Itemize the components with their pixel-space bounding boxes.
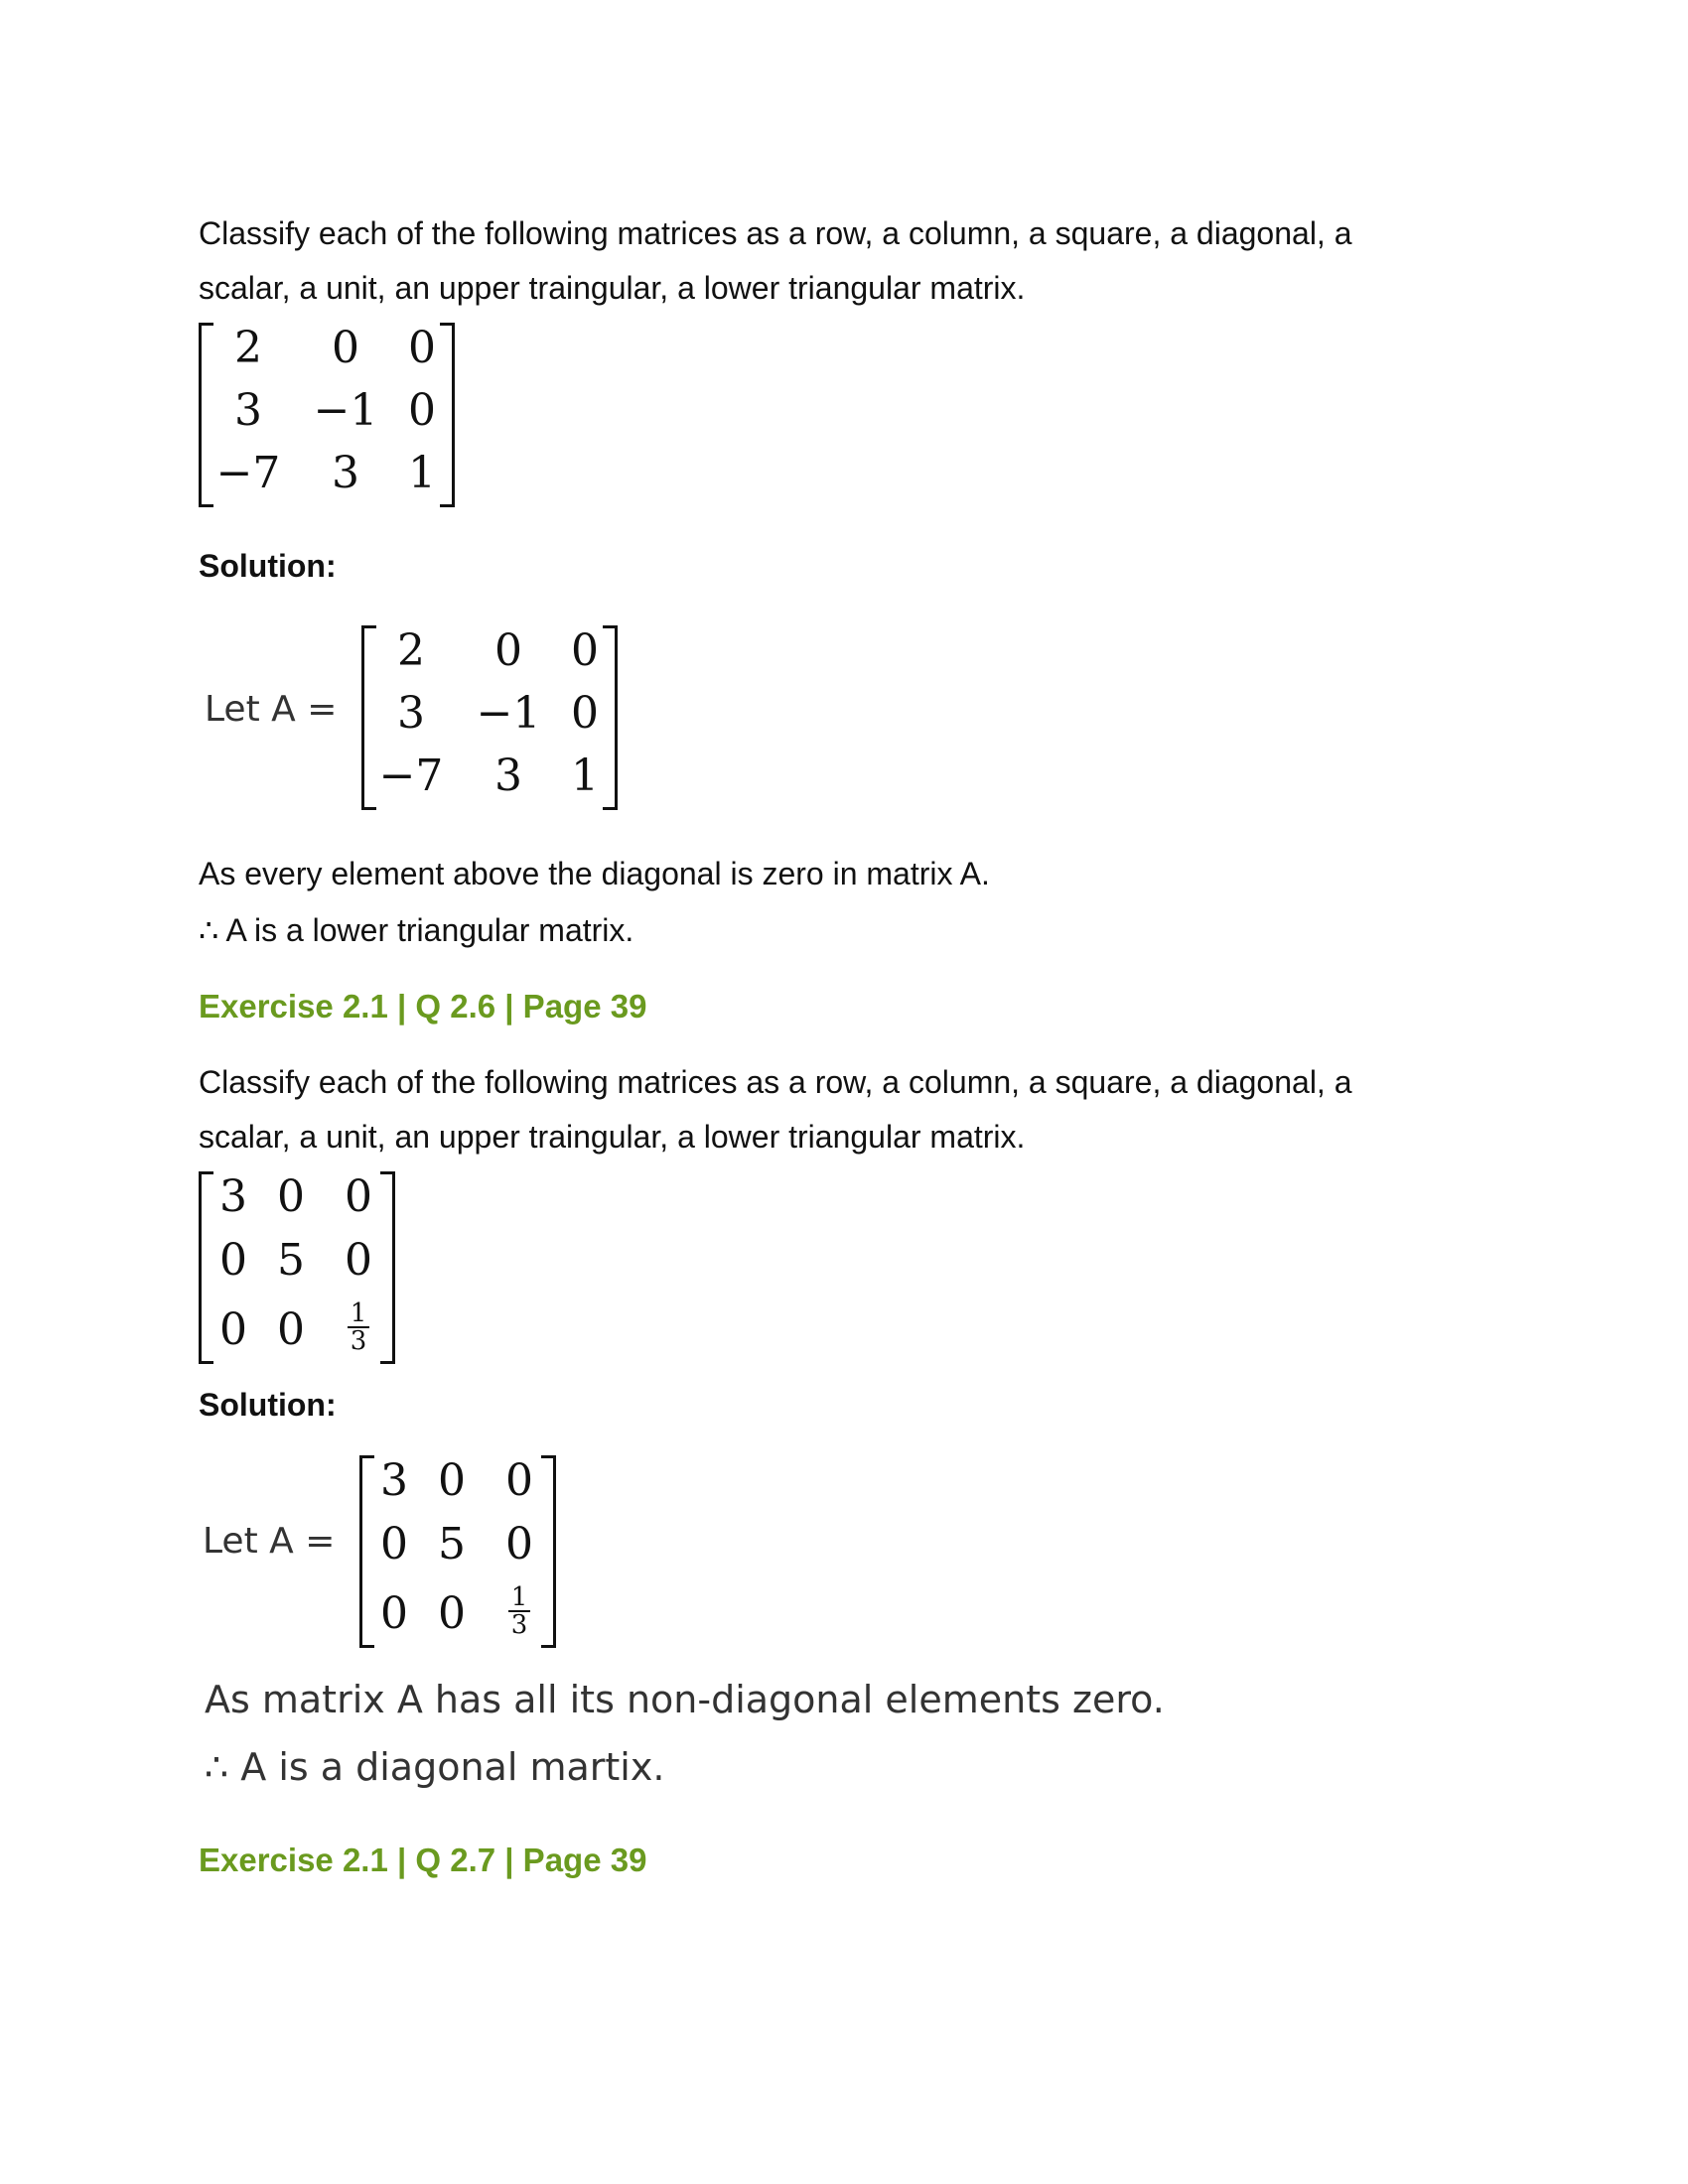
solution-2-conclusion: ∴ A is a diagonal martix.: [205, 1745, 665, 1789]
matrix-cell: 3: [494, 751, 522, 801]
matrix-cell: −7: [215, 448, 281, 498]
exercise-heading-q2-7[interactable]: Exercise 2.1 | Q 2.7 | Page 39: [199, 1842, 647, 1878]
fraction-numerator: 1: [508, 1584, 531, 1612]
solution-1-conclusion: ∴ A is a lower triangular matrix.: [199, 912, 634, 948]
prompt-line-1: Classify each of the following matrices as a row, a column, a square, a diagonal, a: [199, 215, 1352, 251]
prompt-line-1: Classify each of the following matrices as a row, a column, a square, a diagonal, a: [199, 1064, 1352, 1100]
matrix-cell: 0: [571, 625, 599, 676]
matrix-cell: 0: [277, 1171, 305, 1222]
matrix-cell: 0: [505, 1455, 533, 1506]
solution-label: Solution:: [199, 1387, 337, 1423]
question-1-matrix: [199, 323, 455, 507]
question-2-prompt: [199, 1055, 1489, 1164]
matrix-cell: 0: [345, 1235, 372, 1286]
solution-2-explanation: As matrix A has all its non-diagonal elements zero.: [205, 1678, 1165, 1721]
solution-label: Solution:: [199, 548, 337, 584]
fraction-numerator: 1: [348, 1300, 370, 1328]
matrix-cell: 0: [380, 1519, 408, 1570]
left-bracket: [199, 323, 213, 507]
matrix-cell: 1: [571, 751, 599, 801]
left-bracket: [361, 625, 376, 810]
matrix-cell: 3: [380, 1455, 408, 1506]
matrix-cell: 3: [219, 1171, 247, 1222]
fraction-denominator: 3: [350, 1325, 367, 1356]
matrix-cell: 1: [408, 448, 436, 498]
matrix-cell: 0: [505, 1519, 533, 1570]
matrix-cell: 0: [438, 1455, 466, 1506]
matrix-cell-fraction: [324, 1298, 393, 1354]
matrix-cell: 5: [438, 1519, 466, 1570]
matrix-cell: 3: [332, 448, 359, 498]
matrix-cell: 0: [219, 1304, 247, 1355]
matrix-cell: 0: [332, 323, 359, 373]
fraction: [508, 1581, 531, 1640]
let-a-label: Let A =: [203, 1521, 336, 1562]
fraction-denominator: 3: [510, 1609, 528, 1640]
matrix-cell: 0: [408, 385, 436, 436]
matrix-cell: 0: [494, 625, 522, 676]
solution-1-matrix: [361, 625, 618, 810]
matrix-cell: 3: [397, 688, 425, 739]
matrix-cell: 0: [571, 688, 599, 739]
exercise-heading-q2-6[interactable]: Exercise 2.1 | Q 2.6 | Page 39: [199, 988, 647, 1024]
prompt-line-2: scalar, a unit, an upper traingular, a lower triangular matrix.: [199, 270, 1026, 306]
matrix-cell: −1: [476, 688, 541, 739]
matrix-cell: −1: [313, 385, 378, 436]
solution-1-explanation: As every element above the diagonal is zero in matrix A.: [199, 856, 990, 891]
let-a-label: Let A =: [205, 689, 338, 730]
question-1-prompt: [199, 206, 1489, 316]
fraction: [348, 1297, 370, 1356]
matrix-cell: 0: [219, 1235, 247, 1286]
matrix-cell: 0: [345, 1171, 372, 1222]
prompt-line-2: scalar, a unit, an upper traingular, a lower triangular matrix.: [199, 1119, 1026, 1155]
matrix-cell-fraction: [485, 1582, 554, 1638]
solution-2-matrix: [359, 1455, 556, 1648]
matrix-cell: 0: [408, 323, 436, 373]
question-2-matrix: [199, 1171, 395, 1364]
matrix-cell: 0: [277, 1304, 305, 1355]
matrix-cell: 3: [234, 385, 262, 436]
matrix-cell: 2: [234, 323, 262, 373]
matrix-cell: 0: [438, 1588, 466, 1639]
matrix-cell: 2: [397, 625, 425, 676]
matrix-cell: −7: [378, 751, 444, 801]
matrix-cell: 5: [277, 1235, 305, 1286]
matrix-cell: 0: [380, 1588, 408, 1639]
